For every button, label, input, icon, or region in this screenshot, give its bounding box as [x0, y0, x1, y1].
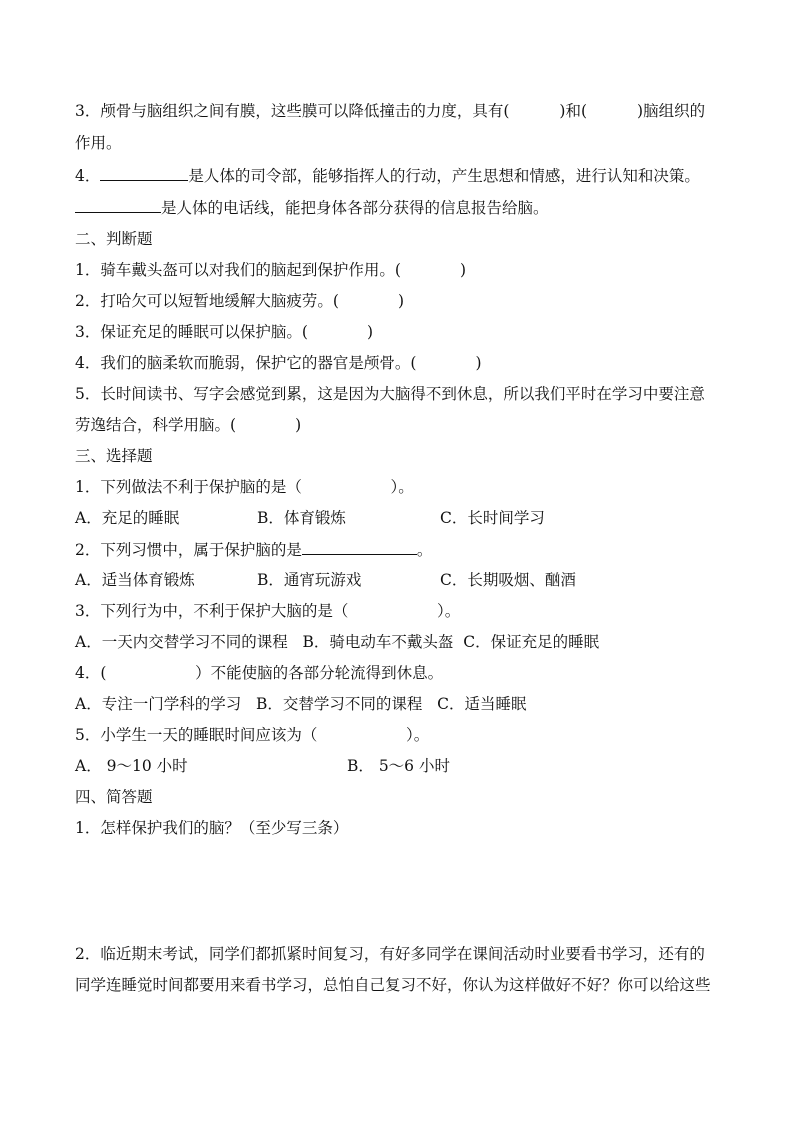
fill-question-4-line1	[75, 165, 700, 186]
choice-question-5: 5．小学生一天的睡眠时间应该为（ ）。	[75, 726, 430, 744]
fill-question-4-line2	[75, 197, 549, 218]
option-b: B．通宵玩游戏	[257, 571, 362, 589]
answer-blank	[302, 539, 417, 555]
fill-question-3-line1	[75, 101, 705, 121]
choice-question-3: 3．下列行为中，不利于保护大脑的是（ ）。	[75, 602, 461, 620]
q4-text: 是人体的司令部，能够指挥人的行动，产生思想和情感，进行认知和决策。	[188, 167, 700, 185]
q4-number: 4．	[75, 167, 101, 185]
judgement-item-3: 3．保证充足的睡眠可以保护脑。( )	[75, 323, 374, 341]
judgement-item-2: 2．打哈欠可以短暂地缓解大脑疲劳。( )	[75, 292, 405, 310]
q4-text-2: 是人体的电话线，能把身体各部分获得的信息报告给脑。	[161, 199, 549, 217]
section-heading-judgement: 二、判断题	[75, 230, 153, 248]
short-answer-question-2-line1: 2．临近期末考试，同学们都抓紧时间复习，有好多同学在课间活动时业要看书学习，还有的	[75, 945, 705, 963]
option-b: B．体育锻炼	[257, 509, 346, 527]
answer-blank	[100, 165, 188, 181]
q3-text-b: )和(	[559, 102, 588, 120]
section-heading-short-answer: 四、简答题	[75, 788, 153, 806]
q3-text-c: )脑组织的	[637, 102, 706, 120]
answer-blank	[75, 197, 161, 213]
q3-text-a: 3．颅骨与脑组织之间有膜，这些膜可以降低撞击的力度，具有(	[75, 102, 510, 120]
option-c: C．长期吸烟、酗酒	[440, 571, 576, 589]
option-c: C．长时间学习	[440, 509, 545, 527]
short-answer-question-2-line2: 同学连睡觉时间都要用来看书学习，总怕自己复习不好，你认为这样做好不好？你可以给这些	[75, 976, 711, 994]
section-heading-choice: 三、选择题	[75, 447, 153, 465]
choice-question-2	[75, 539, 432, 560]
judgement-item-5-line2: 劳逸结合，科学用脑。( )	[75, 416, 302, 434]
judgement-item-4: 4．我们的脑柔软而脆弱，保护它的器官是颅骨。( )	[75, 354, 482, 372]
fill-question-3-line2: 作用。	[75, 134, 122, 152]
choice-question-4: 4．( ）不能使脑的各部分轮流得到休息。	[75, 664, 444, 682]
q2-prefix: 2．下列习惯中，属于保护脑的是	[75, 541, 302, 559]
q2-suffix: 。	[416, 541, 433, 559]
choice-options-4: A．专注一门学科的学习 B．交替学习不同的课程 C．适当睡眠	[75, 695, 527, 713]
option-b: B． 5～6 小时	[347, 757, 450, 775]
judgement-item-5-line1: 5．长时间读书、写字会感觉到累，这是因为大脑得不到休息，所以我们平时在学习中要注意	[75, 385, 705, 403]
short-answer-question-1: 1．怎样保护我们的脑？（至少写三条）	[75, 819, 349, 837]
judgement-item-1: 1．骑车戴头盔可以对我们的脑起到保护作用。( )	[75, 261, 467, 279]
choice-question-1: 1．下列做法不利于保护脑的是（ ）。	[75, 478, 414, 496]
option-a: A． 9～10 小时	[75, 757, 188, 775]
option-a: A．充足的睡眠	[75, 509, 180, 527]
choice-options-3: A．一天内交替学习不同的课程 B．骑电动车不戴头盔 C．保证充足的睡眠	[75, 633, 600, 651]
option-a: A．适当体育锻炼	[75, 571, 195, 589]
